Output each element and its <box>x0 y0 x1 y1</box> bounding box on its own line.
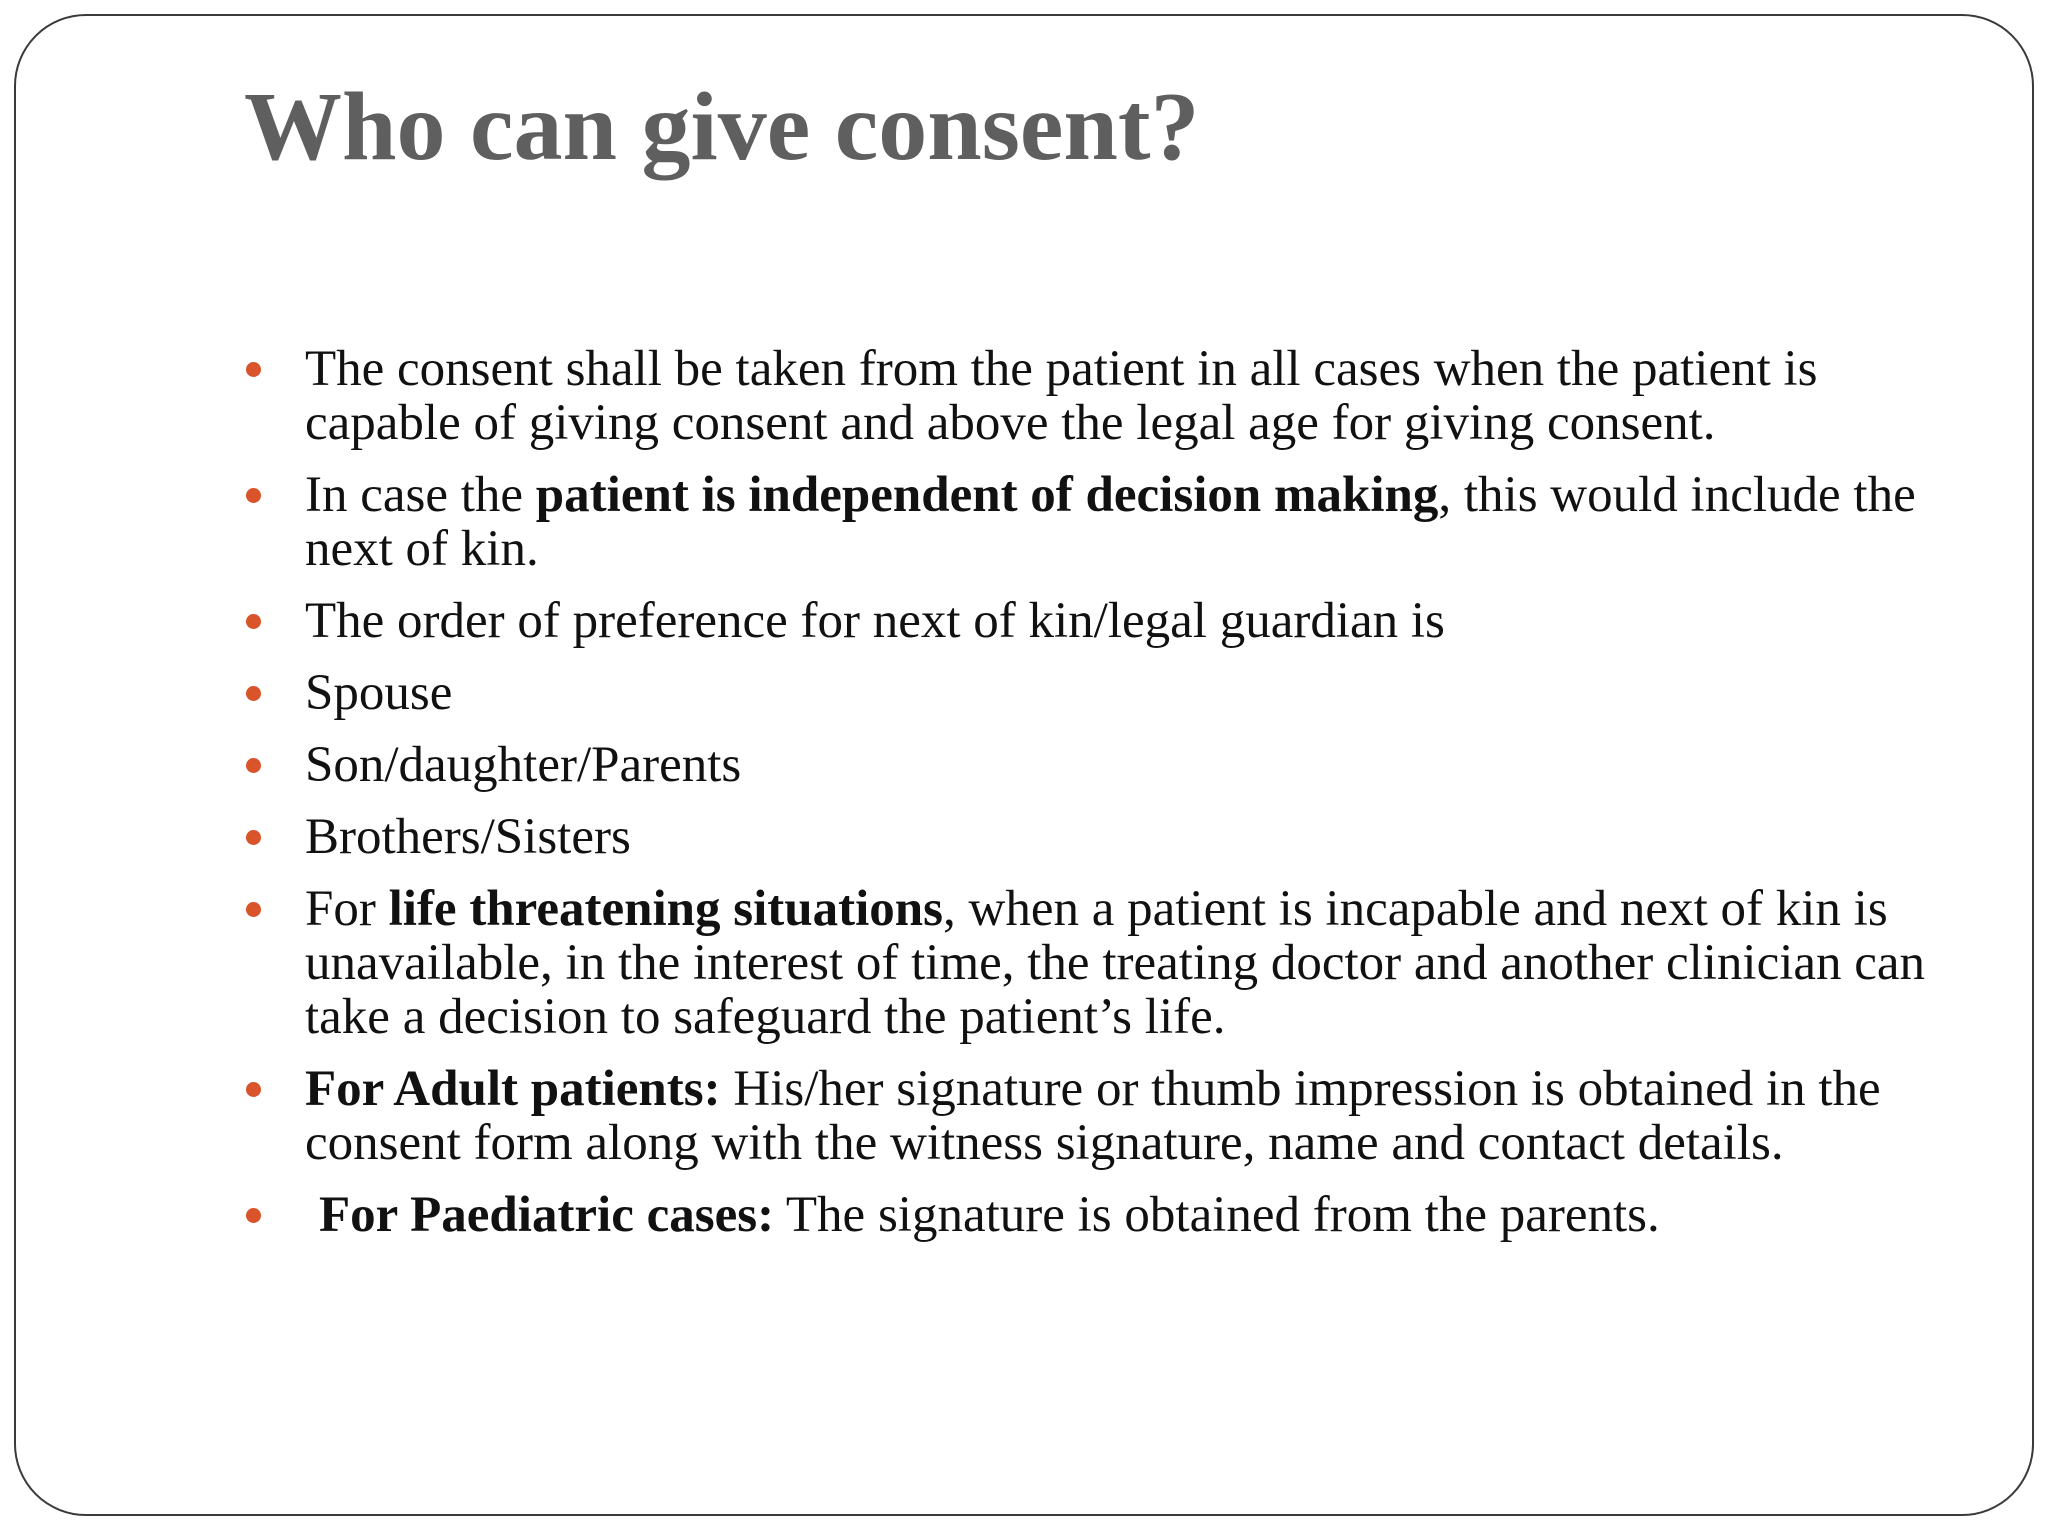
bullet-text: In case the patient is independent of decision making, this would include the next of kin. <box>305 467 1916 577</box>
bullet-text: For Paediatric cases: The signature is obtained from the parents. <box>319 1187 1660 1243</box>
bullet-dot-icon <box>246 686 261 701</box>
bullet-item <box>246 468 1946 576</box>
bullet-text: The consent shall be taken from the patient in all cases when the patient is capable of giving consent and above the legal age for giving consent. <box>305 341 1818 451</box>
bullet-dot-icon <box>246 1082 261 1097</box>
bullet-dot-icon <box>246 362 261 377</box>
bullet-item <box>246 1188 1946 1242</box>
bullet-text: Son/daughter/Parents <box>305 737 742 793</box>
bullet-dot-icon <box>246 902 261 917</box>
bullet-item <box>246 666 1946 720</box>
bullet-dot-icon <box>246 758 261 773</box>
bullet-text: The order of preference for next of kin/legal guardian is <box>305 593 1445 649</box>
bullet-dot-icon <box>246 1208 261 1223</box>
bullet-text: For life threatening situations, when a patient is incapable and next of kin is unavailable, in the interest of time, the treating doctor and another clinician can take a decision to safeguard the patient’s life. <box>305 881 1926 1045</box>
bullet-text: For Adult patients: His/her signature or thumb impression is obtained in the consent form along with the witness signature, name and contact details. <box>305 1061 1881 1171</box>
bullet-dot-icon <box>246 830 261 845</box>
bullet-text: Spouse <box>305 665 453 721</box>
bullet-item <box>246 810 1946 864</box>
bullet-item <box>246 594 1946 648</box>
bullet-item <box>246 882 1946 1044</box>
slide-title: Who can give consent? <box>244 73 1200 181</box>
bullet-item <box>246 1062 1946 1170</box>
bullet-dot-icon <box>246 614 261 629</box>
bullet-text: Brothers/Sisters <box>305 809 631 865</box>
bullet-list <box>246 342 1946 1242</box>
bullet-dot-icon <box>246 488 261 503</box>
bullet-item <box>246 738 1946 792</box>
slide-frame <box>14 14 2034 1516</box>
bullet-item <box>246 342 1946 450</box>
